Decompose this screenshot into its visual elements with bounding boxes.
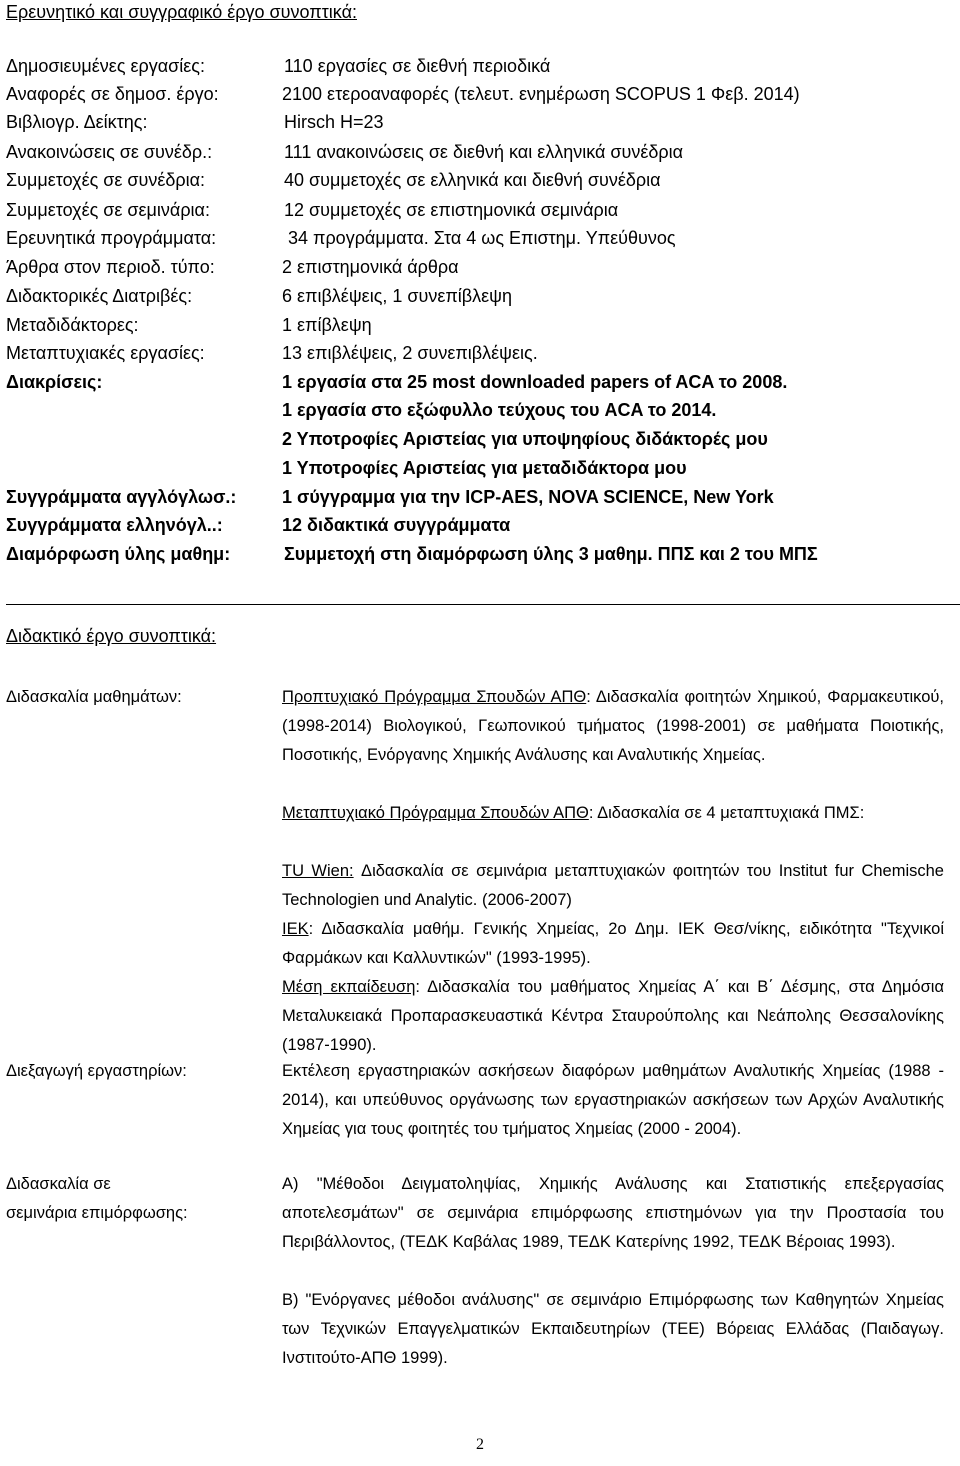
row-value: 111 ανακοινώσεις σε διεθνή και ελληνικά συνέδρια bbox=[284, 142, 684, 162]
paragraph-text: : Διδασκαλία του μαθήματος Χημείας Α΄ και Β΄ Δέσμης, στα Δημόσια Μεταλυκειακά Προπαρασκευαστικά Κέντρα Σταυρούπολης και Νεάπολης Θεσσαλονίκης (1987-1990). bbox=[282, 978, 944, 1054]
link-undergraduate: Προπτυχιακό Πρόγραμμα Σπουδών ΑΠΘ bbox=[282, 688, 587, 706]
row-value: 12 συμμετοχές σε επιστημονικά σεμινάρια bbox=[284, 200, 619, 220]
row-label: Μεταπτυχιακές εργασίες: bbox=[6, 343, 205, 363]
row-label: Ερευνητικά προγράμματα: bbox=[6, 228, 217, 248]
row-label: Συγγράμματα ελληνόγλ..: bbox=[6, 515, 223, 535]
row-label: Συγγράμματα αγγλόγλωσ.: bbox=[6, 487, 237, 507]
research-title: Ερευνητικό και συγγραφικό έργο συνοπτικά: bbox=[6, 2, 357, 22]
paragraph-text: Διδασκαλία σε σεμινάρια μεταπτυχιακών φοιτητών του Institut fur Chemische Technologien und Analytic. (2006-2007) bbox=[282, 862, 944, 909]
row-label: Δημοσιευμένες εργασίες: bbox=[6, 56, 205, 76]
row-label: Ανακοινώσεις σε συνέδρ.: bbox=[6, 142, 213, 162]
row-value: 110 εργασίες σε διεθνή περιοδικά bbox=[284, 56, 551, 76]
row-label: Διαμόρφωση ύλης μαθημ: bbox=[6, 544, 231, 564]
row-label: Διακρίσεις: bbox=[6, 372, 103, 392]
row-label: Διδακτορικές Διατριβές: bbox=[6, 286, 193, 306]
teaching-title: Διδακτικό έργο συνοπτικά: bbox=[6, 626, 217, 646]
section-divider bbox=[6, 604, 960, 605]
paragraph-iek bbox=[282, 915, 944, 973]
row-value: 1 Υποτροφίες Αριστείας για μεταδιδάκτορα μου bbox=[282, 458, 687, 478]
row-value: 2 επιστημονικά άρθρα bbox=[282, 257, 459, 277]
row-value: Συμμετοχή στη διαμόρφωση ύλης 3 μαθημ. ΠΠΣ και 2 του ΜΠΣ bbox=[284, 544, 818, 564]
paragraph-seminars-a: Α) "Μέθοδοι Δειγματοληψίας, Χημικής Ανάλυσης και Στατιστικής επεξεργασίας αποτελεσμάτων" σε σεμινάρια επιμόρφωσης επιστημόνων για την Προστασία του Περιβάλλοντος, (ΤΕΔΚ Καβάλας 1989, ΤΕΔΚ Κατερίνης 1992, ΤΕΔΚ Βέροιας 1993). bbox=[282, 1175, 944, 1251]
page-number: 2 bbox=[476, 1436, 484, 1453]
paragraph-text: : Διδασκαλία φοιτητών Χημικού, Φαρμακευτικού, (1998-2014) Βιολογικού, Γεωπονικού τμήματος (1998-2001) σε μαθήματα Ποιοτικής, Ποσοτικής, Ενόργανης Χημικής Ανάλυσης και Αναλυτικής Χημείας. bbox=[282, 688, 944, 764]
paragraph-secondary bbox=[282, 973, 944, 1060]
label-labs: Διεξαγωγή εργαστηρίων: bbox=[6, 1062, 187, 1080]
label-seminars-line2: σεμινάρια επιμόρφωσης: bbox=[6, 1204, 188, 1222]
row-label: Αναφορές σε δημοσ. έργο: bbox=[6, 84, 219, 104]
paragraph-undergraduate bbox=[282, 683, 944, 770]
row-value: 1 εργασία στο εξώφυλλο τεύχους του ACA το 2014. bbox=[282, 400, 717, 420]
row-label: Συμμετοχές σε σεμινάρια: bbox=[6, 200, 210, 220]
row-value: 1 σύγγραμμα για την ICP-AES, NOVA SCIENCE, New York bbox=[282, 487, 774, 507]
row-label: Μεταδιδάκτορες: bbox=[6, 315, 139, 335]
paragraph-postgraduate bbox=[282, 799, 944, 828]
label-seminars-line1: Διδασκαλία σε bbox=[6, 1175, 111, 1193]
link-postgraduate: Μεταπτυχιακό Πρόγραμμα Σπουδών ΑΠΘ bbox=[282, 804, 589, 822]
row-value: 2 Υποτροφίες Αριστείας για υποψηφίους διδάκτορές μου bbox=[282, 429, 768, 449]
paragraph-text: : Διδασκαλία σε 4 μεταπτυχιακά ΠΜΣ: bbox=[588, 804, 865, 822]
link-iek: ΙΕΚ bbox=[282, 920, 309, 938]
paragraph-text: : Διδασκαλία μαθήμ. Γενικής Χημείας, 2ο Δημ. ΙΕΚ Θεσ/νίκης, ειδικότητα "Τεχνικοί Φαρμάκων και Καλλυντικών" (1993-1995). bbox=[282, 920, 944, 967]
row-label: Συμμετοχές σε συνέδρια: bbox=[6, 170, 206, 190]
row-label: Άρθρα στον περιοδ. τύπο: bbox=[6, 257, 215, 277]
paragraph-seminars-b: Β) "Ενόργανες μέθοδοι ανάλυσης" σε σεμινάριο Επιμόρφωσης των Καθηγητών Χημείας των Τεχνικών Επαγγελματικών Εκπαιδευτηρίων (ΤΕΕ) Βόρειας Ελλάδας (Παιδαγωγ. Ινστιτούτο-ΑΠΘ 1999). bbox=[282, 1291, 944, 1367]
row-value: 12 διδακτικά συγγράμματα bbox=[282, 515, 511, 535]
row-value: 2100 ετεροαναφορές (τελευτ. ενημέρωση SCOPUS 1 Φεβ. 2014) bbox=[282, 84, 800, 104]
row-value: 1 εργασία στα 25 most downloaded papers of ACA το 2008. bbox=[282, 372, 788, 392]
row-label: Βιβλιογρ. Δείκτης: bbox=[6, 112, 148, 132]
row-value: Hirsch H=23 bbox=[284, 112, 384, 132]
label-courses: Διδασκαλία μαθημάτων: bbox=[6, 688, 182, 706]
paragraph-tu-wien bbox=[282, 857, 944, 915]
row-value: 1 επίβλεψη bbox=[282, 315, 372, 335]
row-value: 34 προγράμματα. Στα 4 ως Επιστημ. Υπεύθυνος bbox=[288, 228, 676, 248]
paragraph-labs: Εκτέλεση εργαστηριακών ασκήσεων διαφόρων μαθημάτων Αναλυτικής Χημείας (1988 - 2014), και υπεύθυνος οργάνωσης των εργαστηριακών ασκήσεων των Αρχών Αναλυτικής Χημείας για τους φοιτητές του τμήματος Χημείας (2000 - 2004). bbox=[282, 1062, 944, 1138]
row-value: 13 επιβλέψεις, 2 συνεπιβλέψεις. bbox=[282, 343, 538, 363]
link-secondary: Μέση εκπαίδευση bbox=[282, 978, 416, 996]
row-value: 6 επιβλέψεις, 1 συνεπίβλεψη bbox=[282, 286, 512, 306]
link-tu-wien: TU Wien: bbox=[282, 862, 354, 880]
row-value: 40 συμμετοχές σε ελληνικά και διεθνή συνέδρια bbox=[284, 170, 661, 190]
